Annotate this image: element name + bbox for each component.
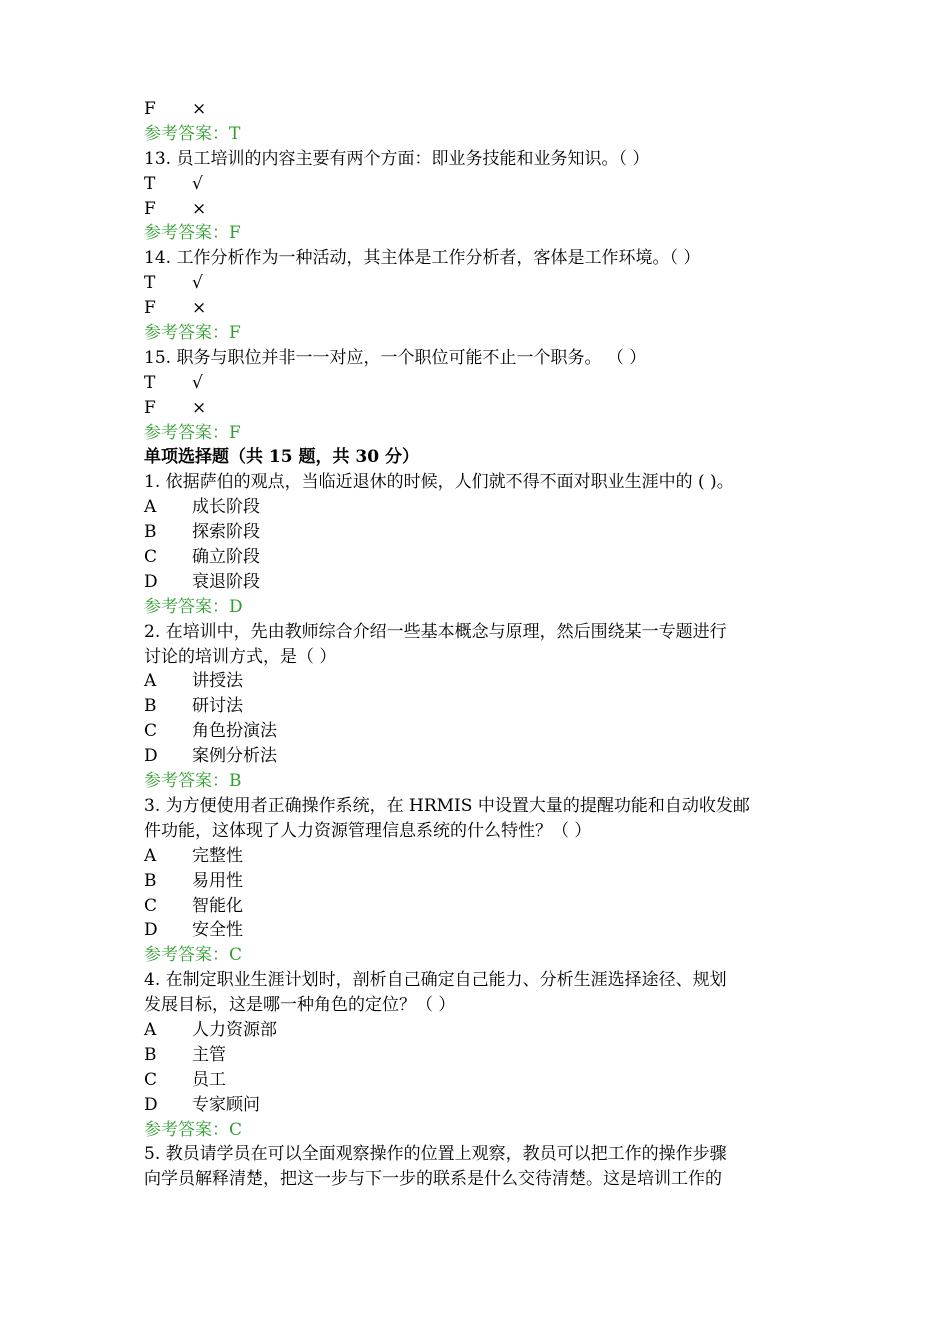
option-letter: A [144, 845, 157, 866]
option-letter: A [144, 497, 157, 518]
reference-answer: 参考答案：T [144, 123, 241, 144]
option-text: 易用性 [192, 870, 243, 891]
document-page [144, 97, 824, 1192]
option-letter: A [144, 671, 157, 692]
option-text: 案例分析法 [192, 746, 277, 767]
question-text: 15. 职务与职位并非一一对应，一个职位可能不止一个职务。 （ ） [144, 347, 647, 368]
option-line [144, 172, 824, 197]
option-text: √ [192, 273, 203, 294]
option-text: 完整性 [192, 845, 243, 866]
option-letter: F [144, 198, 156, 219]
reference-answer: 参考答案：F [144, 223, 241, 244]
option-line [144, 719, 824, 744]
option-line [144, 1043, 824, 1068]
option-letter: B [144, 696, 157, 717]
option-line [144, 495, 824, 520]
option-letter: B [144, 522, 157, 543]
option-line [144, 1068, 824, 1093]
option-line [144, 869, 824, 894]
option-letter: T [144, 372, 156, 393]
option-letter: T [144, 273, 156, 294]
option-line [144, 271, 824, 296]
option-line [144, 97, 824, 122]
question-text: 件功能，这体现了人力资源管理信息系统的什么特性？（ ） [144, 820, 592, 841]
question-text: 1. 依据萨伯的观点，当临近退休的时候，人们就不得不面对职业生涯中的 ( )。 [144, 472, 734, 493]
question-text: 4. 在制定职业生涯计划时，剖析自己确定自己能力、分析生涯选择途径、规划 [144, 970, 727, 991]
reference-answer: 参考答案：C [144, 945, 243, 966]
option-text: 衰退阶段 [192, 571, 260, 592]
option-letter: F [144, 99, 156, 119]
option-line [144, 844, 824, 869]
option-text: 讲授法 [192, 671, 243, 692]
option-letter: B [144, 870, 157, 891]
option-line [144, 669, 824, 694]
option-line [144, 396, 824, 421]
option-letter: D [144, 920, 158, 941]
option-line [144, 197, 824, 222]
option-text: √ [192, 173, 203, 194]
option-line [144, 694, 824, 719]
option-letter: C [144, 721, 158, 742]
option-text: 专家顾问 [192, 1094, 260, 1115]
option-line [144, 1093, 824, 1118]
question-text: 向学员解释清楚，把这一步与下一步的联系是什么交待清楚。这是培训工作的 [144, 1169, 722, 1190]
question-text: 2. 在培训中，先由教师综合介绍一些基本概念与原理，然后围绕某一专题进行 [144, 621, 727, 642]
question-text: 发展目标，这是哪一种角色的定位？（ ） [144, 995, 456, 1016]
option-letter: D [144, 746, 158, 767]
question-text: 5. 教员请学员在可以全面观察操作的位置上观察，教员可以把工作的操作步骤 [144, 1144, 727, 1165]
option-text: 员工 [192, 1069, 226, 1090]
option-text: 角色扮演法 [192, 721, 277, 742]
option-text: 安全性 [192, 920, 243, 941]
option-text: × [192, 198, 207, 219]
reference-answer: 参考答案：C [144, 1119, 243, 1140]
option-line [144, 545, 824, 570]
option-text: 主管 [192, 1044, 226, 1065]
option-text: 探索阶段 [192, 522, 260, 543]
option-line [144, 744, 824, 769]
option-text: 成长阶段 [192, 497, 260, 518]
option-letter: C [144, 895, 158, 916]
option-letter: D [144, 571, 158, 592]
reference-answer: 参考答案：D [144, 596, 243, 617]
option-text: √ [192, 372, 203, 393]
option-letter: T [144, 173, 156, 194]
option-line [144, 520, 824, 545]
reference-answer: 参考答案：F [144, 323, 241, 344]
option-letter: A [144, 1019, 157, 1040]
option-letter: F [144, 397, 156, 418]
option-text: × [192, 99, 207, 119]
question-text: 13. 员工培训的内容主要有两个方面：即业务技能和业务知识。（ ） [144, 148, 650, 169]
question-text: 3. 为方便使用者正确操作系统，在 HRMIS 中设置大量的提醒功能和自动收发邮 [144, 795, 750, 816]
option-line [144, 371, 824, 396]
option-line [144, 1018, 824, 1043]
option-text: 确立阶段 [192, 547, 260, 568]
option-text: × [192, 397, 207, 418]
option-text: × [192, 298, 207, 319]
reference-answer: 参考答案：B [144, 771, 242, 792]
option-text: 智能化 [192, 895, 243, 916]
question-text: 14. 工作分析作为一种活动，其主体是工作分析者，客体是工作环境。（ ） [144, 248, 701, 269]
option-letter: C [144, 547, 158, 568]
option-text: 研讨法 [192, 696, 243, 717]
question-text: 讨论的培训方式，是（ ） [144, 646, 337, 667]
option-line [144, 918, 824, 943]
section-heading: 单项选择题（共 15 题，共 30 分） [144, 447, 419, 468]
option-letter: C [144, 1069, 158, 1090]
option-letter: F [144, 298, 156, 319]
option-line [144, 296, 824, 321]
option-text: 人力资源部 [192, 1019, 277, 1040]
option-line [144, 570, 824, 595]
option-line [144, 894, 824, 919]
option-letter: B [144, 1044, 157, 1065]
option-letter: D [144, 1094, 158, 1115]
reference-answer: 参考答案：F [144, 422, 241, 443]
